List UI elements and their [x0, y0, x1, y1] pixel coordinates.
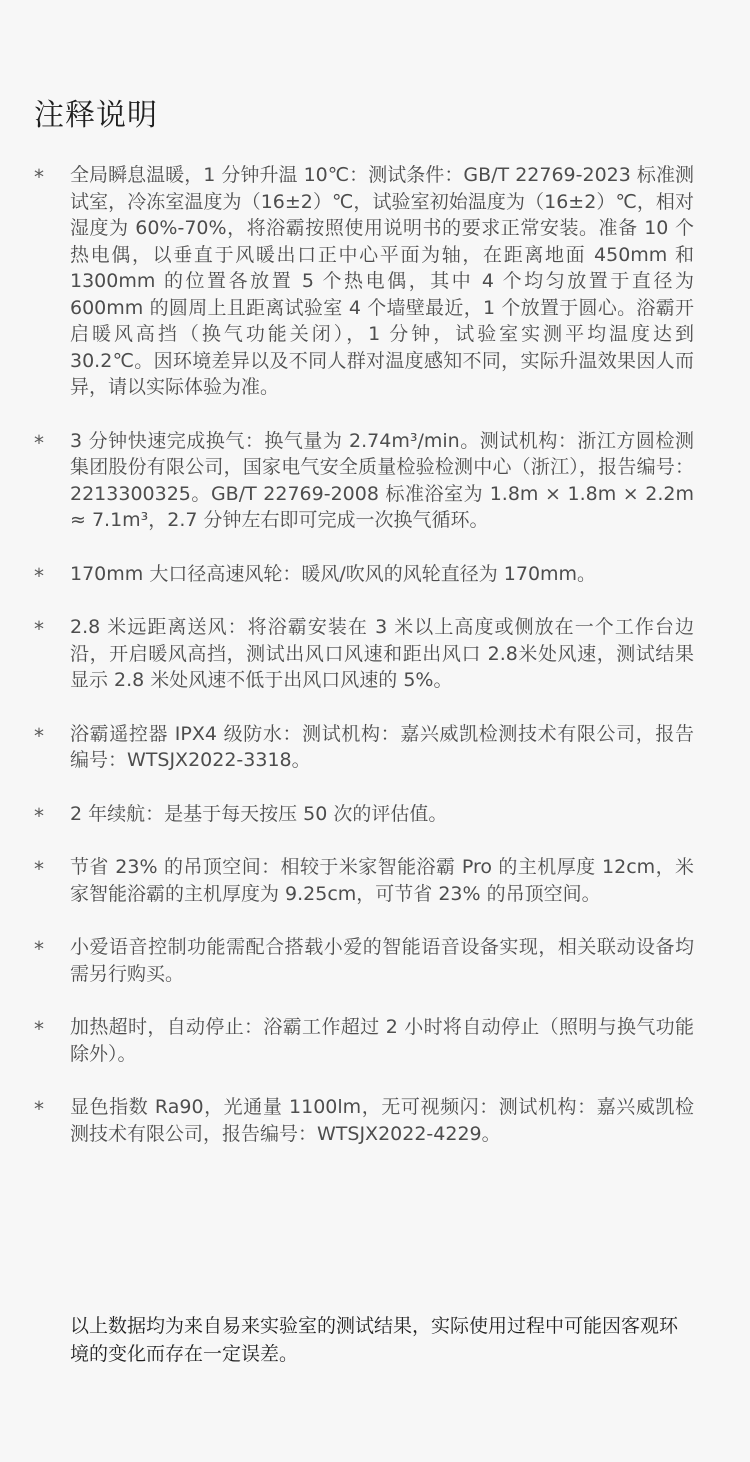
note-text: 全局瞬息温暖，1 分钟升温 10℃：测试条件：GB/T 22769-2023 标准测试室，冷冻室温度为（16±2）℃，试验室初始温度为（16±2）℃，相对湿度为 60%-70%，将浴霸按照使用说明书的要求正常安装。准备 10 个热电偶，以垂直于风暖出口正中心平面为轴，在距离地面 450mm 和 1300mm 的位置各放置 5 个热电偶，其中 4 个均匀放置于直径为 600mm 的圆周上且距离试验室 4 个墙壁最近，1 个放置于圆心。浴霸开启暖风高挡（换气功能关闭），1 分钟，试验室实测平均温度达到 30.2℃。因环境差异以及不同人群对温度感知不同，实际升温效果因人而异，请以实际体验为准。	[70, 164, 694, 398]
notes-list	[34, 162, 694, 1174]
note-item	[34, 162, 694, 401]
footer-disclaimer: 以上数据均为来自易来实验室的测试结果，实际使用过程中可能因客观环境的变化而存在一定误差。	[70, 1315, 679, 1365]
asterisk-bullet: *	[34, 617, 44, 641]
note-text: 2 年续航：是基于每天按压 50 次的评估值。	[70, 802, 448, 825]
asterisk-bullet: *	[34, 803, 44, 828]
note-item	[34, 561, 694, 588]
asterisk-bullet: *	[34, 563, 44, 588]
asterisk-bullet: *	[34, 857, 44, 881]
note-item	[34, 1014, 694, 1067]
asterisk-bullet: *	[34, 1017, 44, 1041]
asterisk-bullet: *	[34, 723, 44, 748]
asterisk-bullet: *	[34, 165, 44, 189]
note-item	[34, 614, 694, 694]
note-text: 小爱语音控制功能需配合搭载小爱的智能语音设备实现，相关联动设备均需另行购买。	[70, 936, 694, 985]
asterisk-bullet: *	[34, 937, 44, 961]
note-item	[34, 428, 694, 534]
note-item	[34, 1094, 694, 1147]
note-text: 170mm 大口径高速风轮：暖风/吹风的风轮直径为 170mm。	[70, 562, 597, 585]
note-item	[34, 934, 694, 987]
note-text: 2.8 米远距离送风：将浴霸安装在 3 米以上高度或侧放在一个工作台边沿，开启暖风高挡，测试出风口风速和距出风口 2.8米处风速，测试结果显示 2.8 米处风速不低于出风口风速的 5%。	[70, 616, 694, 691]
page-title: 注释说明	[34, 98, 158, 133]
note-item	[34, 801, 694, 828]
asterisk-bullet: *	[34, 430, 44, 455]
note-text: 浴霸遥控器 IPX4 级防水：测试机构：嘉兴威凯检测技术有限公司，报告编号：WTSJX2022-3318。	[70, 722, 694, 771]
note-item	[34, 854, 694, 907]
note-text: 加热超时，自动停止：浴霸工作超过 2 小时将自动停止（照明与换气功能除外）。	[70, 1016, 694, 1065]
note-text: 3 分钟快速完成换气：换气量为 2.74m³/min。测试机构：浙江方圆检测集团股份有限公司，国家电气安全质量检验检测中心（浙江），报告编号：2213300325。GB/T 22769-2008 标准浴室为 1.8m × 1.8m × 2.2m ≈ 7.1m³，2.7 分钟左右即可完成一次换气循环。	[70, 429, 694, 531]
note-item	[34, 721, 694, 774]
note-text: 节省 23% 的吊顶空间：相较于米家智能浴霸 Pro 的主机厚度 12cm，米家智能浴霸的主机厚度为 9.25cm，可节省 23% 的吊顶空间。	[70, 856, 694, 905]
asterisk-bullet: *	[34, 1097, 44, 1121]
note-text: 显色指数 Ra90，光通量 1100lm，无可视频闪：测试机构：嘉兴威凯检测技术有限公司，报告编号：WTSJX2022-4229。	[70, 1096, 694, 1145]
